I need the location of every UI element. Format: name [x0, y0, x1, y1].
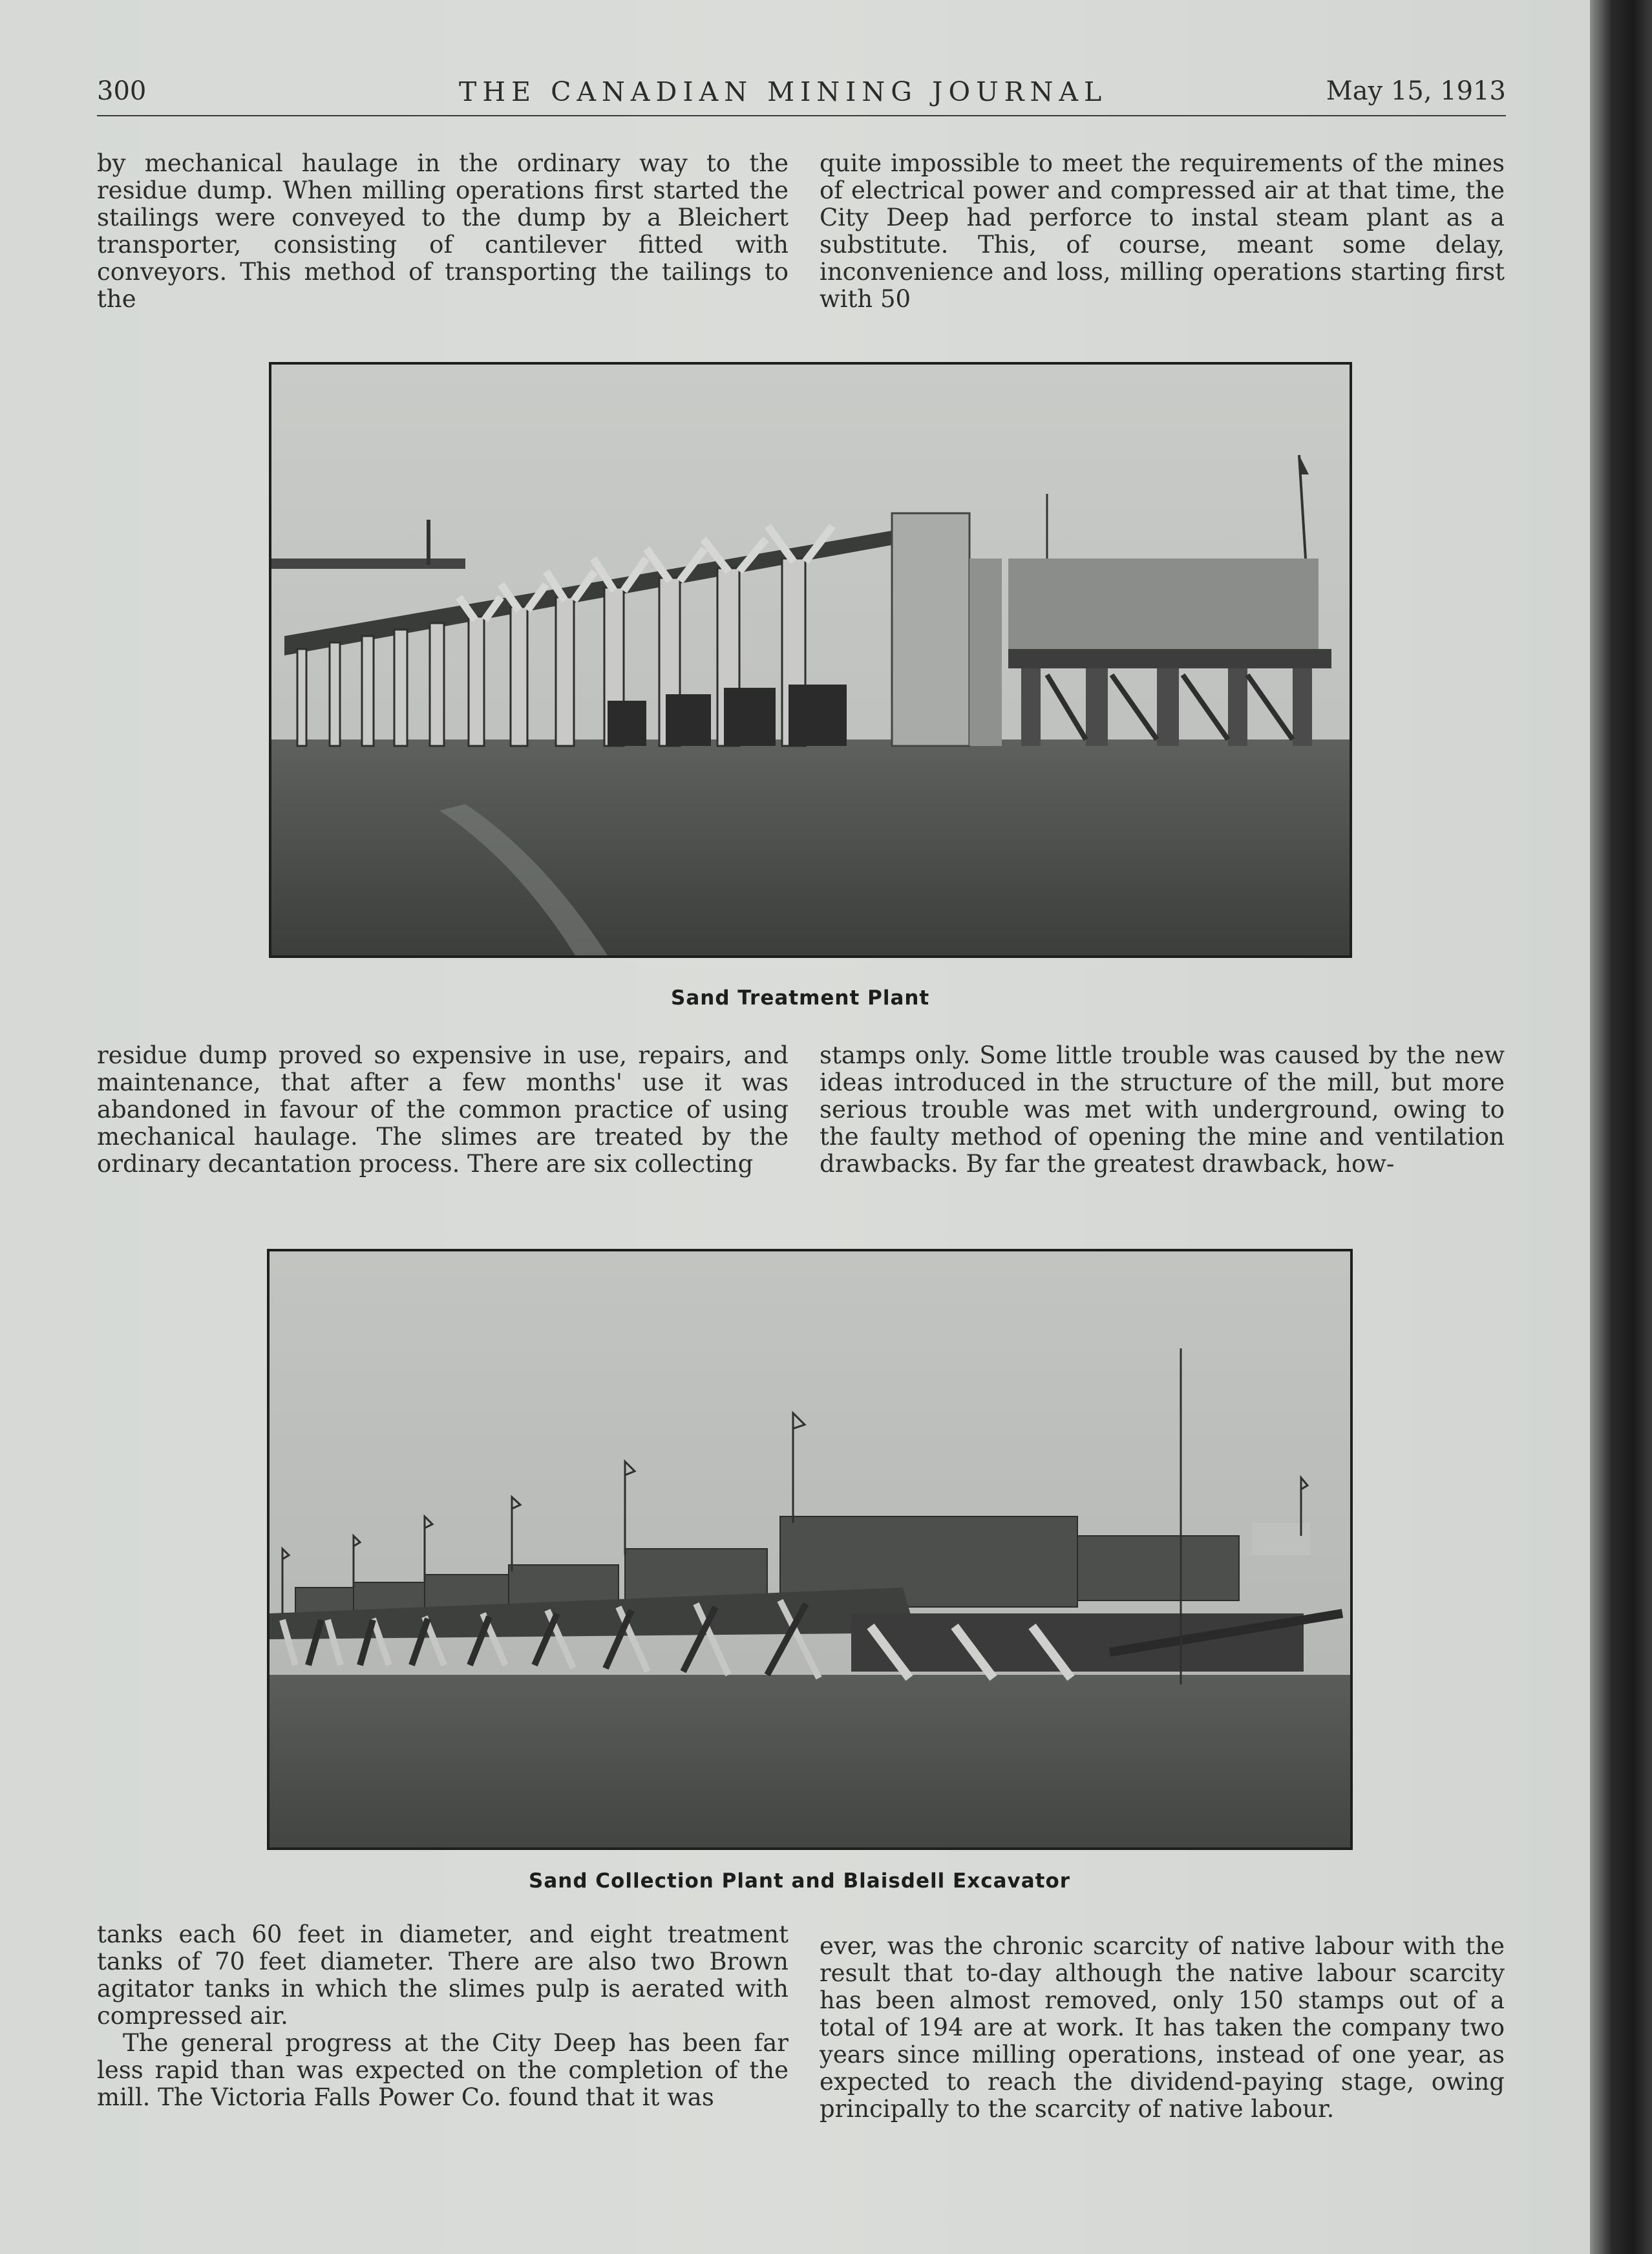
- paragraph-left-3a: tanks each 60 feet in diameter, and eight treatment tanks of 70 feet diameter. There are also two Brown agitator tanks in which the slimes pulp is aerated with compressed air.: [97, 1920, 789, 2030]
- figure-2-caption: Sand Collection Plant and Blaisdell Excavator: [529, 1869, 1071, 1893]
- paragraph-left-1: by mechanical haulage in the ordinary way to the residue dump. When milling operations first started the stailings were conveyed to the dump by a Bleichert transporter, consisting of cantilever fitted with conveyors. This method of transporting the tailings to the: [97, 149, 789, 313]
- book-spine: [1590, 0, 1652, 2254]
- sand-treatment-plant-photo: [269, 362, 1352, 958]
- issue-date: May 15, 1913: [1326, 76, 1506, 106]
- paragraph-right-2: stamps only. Some little trouble was caused by the new ideas introduced in the structure of the mill, but more serious trouble was met with underground, owing to the faulty method of opening the mine and ventilation drawbacks. By far the greatest drawback, how-: [820, 1041, 1505, 1178]
- figure-1-caption: Sand Treatment Plant: [671, 986, 930, 1010]
- running-header: [97, 76, 1506, 115]
- paragraph-right-3: ever, was the chronic scarcity of native labour with the result that to-day although the native labour scarcity has been almost removed, only 150 stamps out of a total of 194 are at work. It has taken the company two years since milling operations, instead of one year, as expected to reach the dividend-paying stage, owing principally to the scarcity of native labour.: [820, 1932, 1505, 2123]
- paragraph-left-2: residue dump proved so expensive in use, repairs, and maintenance, that after a few months' use it was abandoned in favour of the common practice of using mechanical haulage. The slimes are treated by the ordinary decantation process. There are six collecting: [97, 1041, 789, 1178]
- journal-title: THE CANADIAN MINING JOURNAL: [459, 76, 1108, 107]
- sand-collection-plant-photo: [267, 1249, 1353, 1850]
- header-rule: [97, 115, 1506, 116]
- page-number: 300: [97, 76, 147, 106]
- paragraph-right-1: quite impossible to meet the requirements of the mines of electrical power and compressed air at that time, the City Deep had perforce to instal steam plant as a substitute. This, of course, meant some delay, inconvenience and loss, milling operations starting first with 50: [820, 149, 1505, 313]
- paragraph-left-3b: The general progress at the City Deep has been far less rapid than was expected on the completion of the mill. The Victoria Falls Power Co. found that it was: [97, 2029, 789, 2111]
